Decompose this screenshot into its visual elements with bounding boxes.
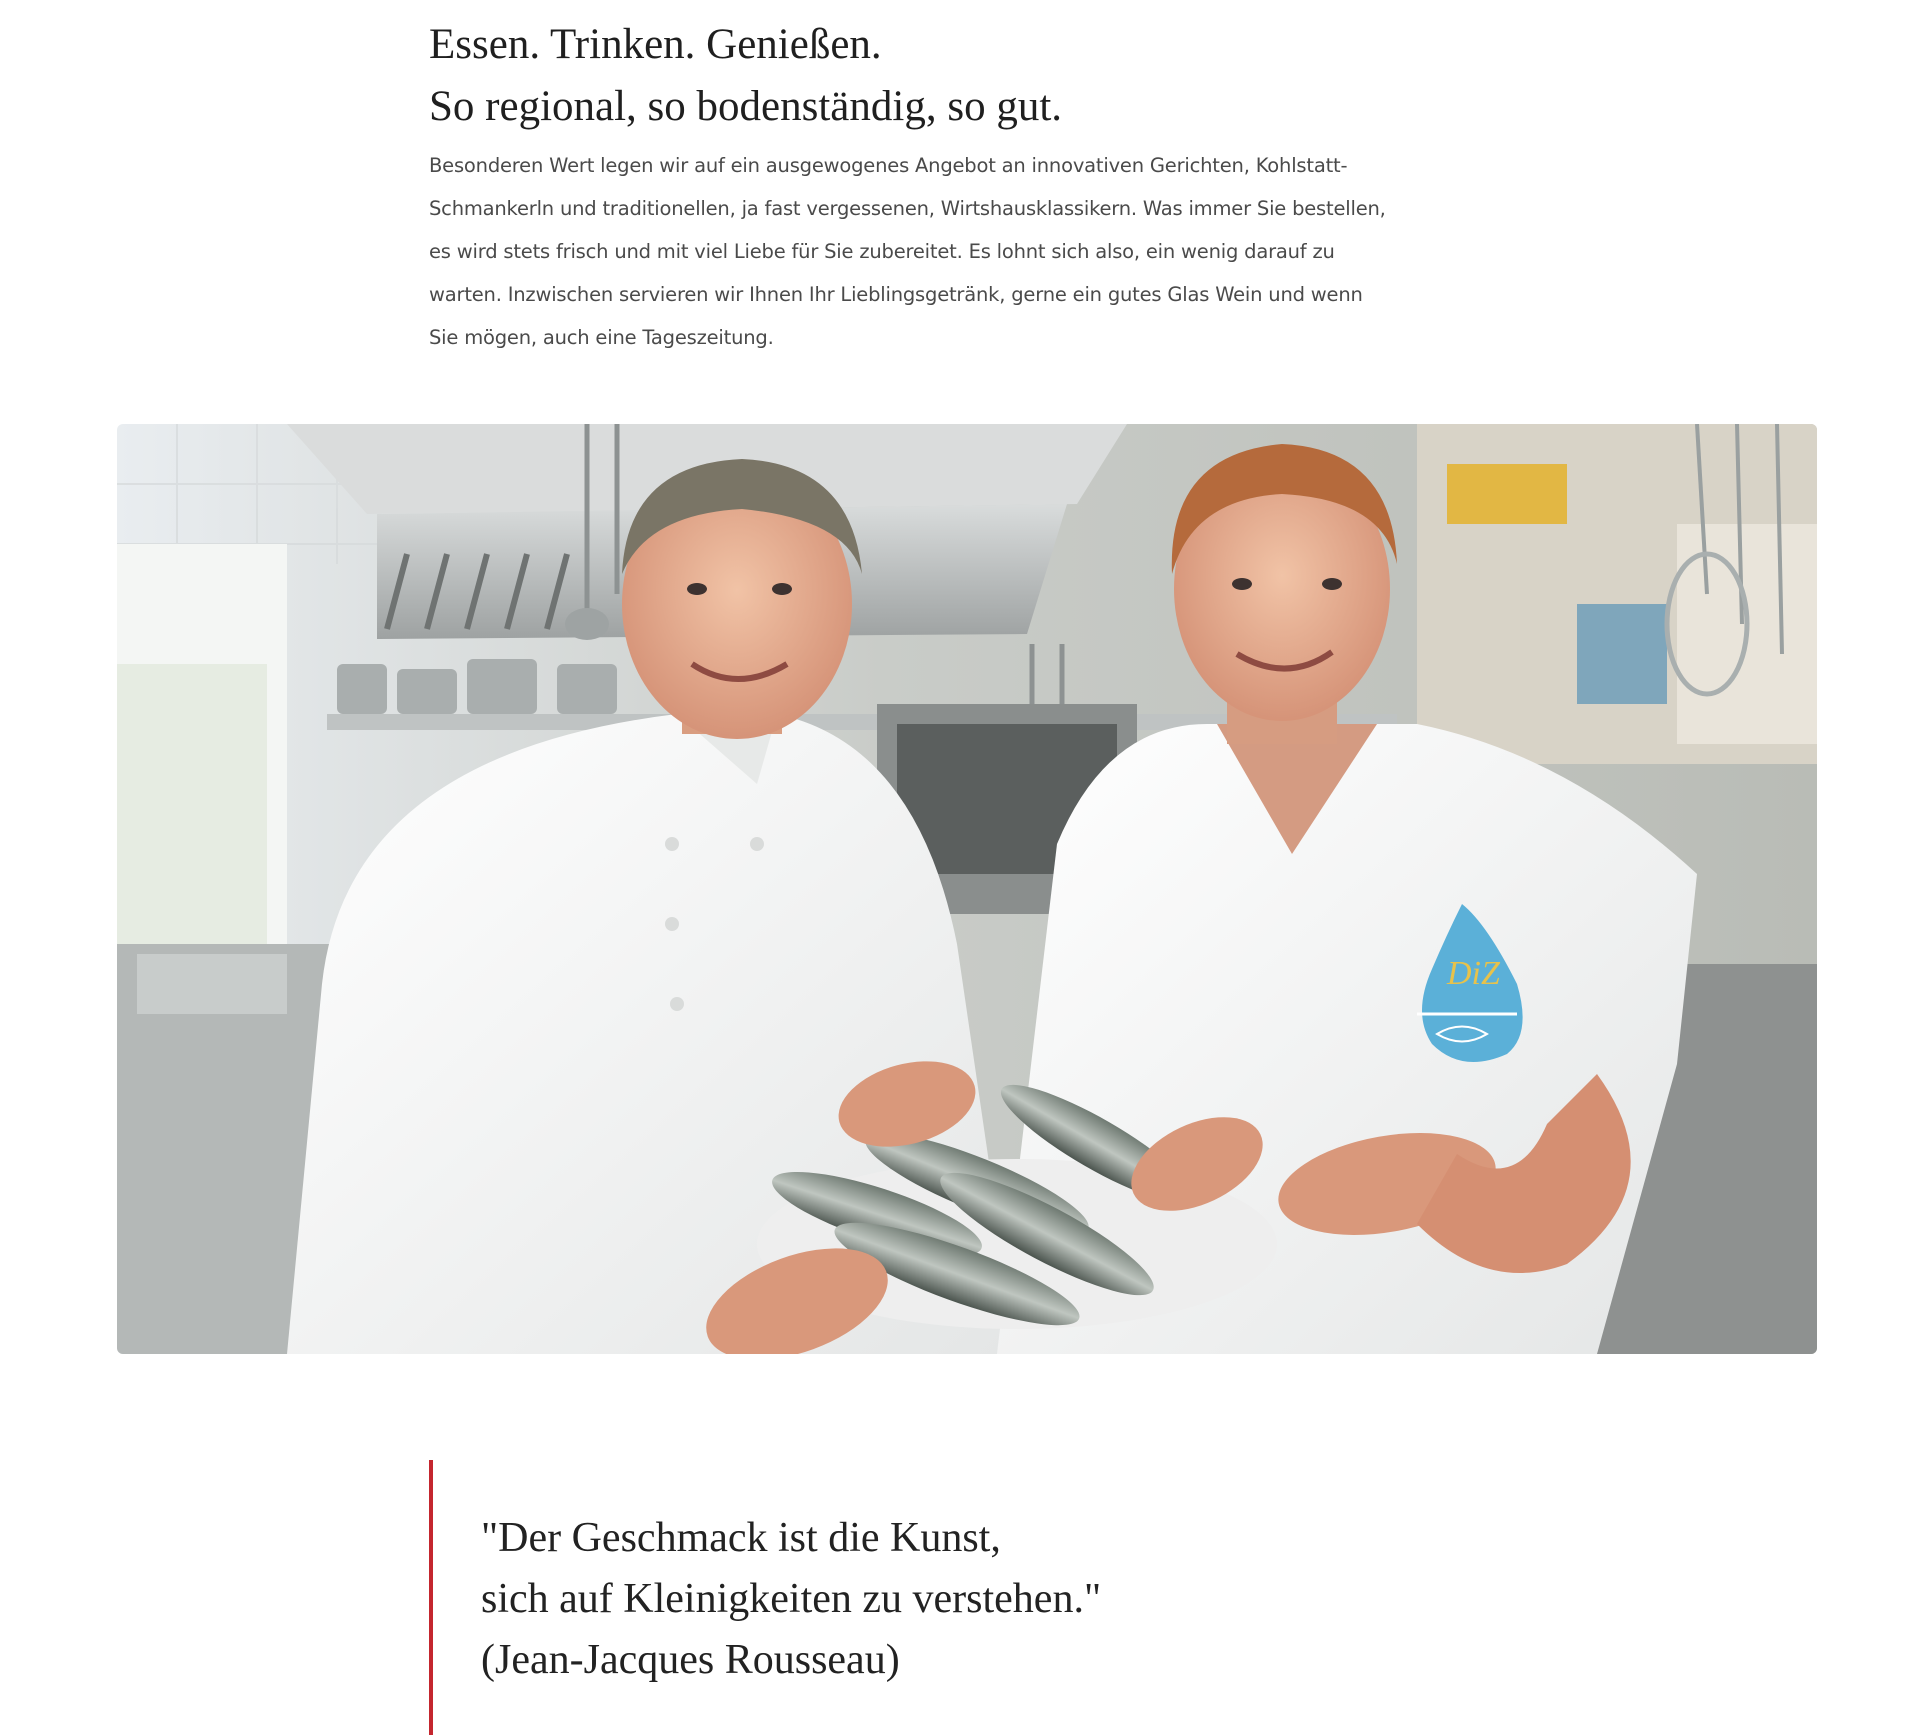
quote-author: (Jean-Jacques Rousseau) <box>481 1637 900 1683</box>
intro-text-line-5: Sie mögen, auch eine Tageszeitung. <box>429 326 774 349</box>
shirt-logo-text: DiZ <box>1447 955 1500 992</box>
quote-line-1: "Der Geschmack ist die Kunst, <box>481 1515 1001 1561</box>
intro-section <box>429 14 1509 359</box>
heading-line-1: Essen. Trinken. Genießen. <box>429 21 882 68</box>
chefs-kitchen-photo <box>117 424 1817 1354</box>
photo-illustration <box>117 424 1817 1354</box>
intro-text-line-1: Besonderen Wert legen wir auf ein ausgewogenes Angebot an innovativen Gerichten, Kohlstatt- <box>429 154 1348 177</box>
intro-text-line-3: es wird stets frisch und mit viel Liebe für Sie zubereitet. Es lohnt sich also, ein wenig darauf zu <box>429 240 1335 263</box>
intro-paragraph <box>429 144 1509 359</box>
intro-text-line-2: Schmankerln und traditionellen, ja fast vergessenen, Wirtshausklassikern. Was immer Sie bestellen, <box>429 197 1386 220</box>
quote-text <box>481 1508 1101 1691</box>
intro-text-line-4: warten. Inzwischen servieren wir Ihnen Ihr Lieblingsgetränk, gerne ein gutes Glas Wein und wenn <box>429 283 1363 306</box>
page-heading <box>429 14 1509 138</box>
quote-line-2: sich auf Kleinigkeiten zu verstehen." <box>481 1576 1102 1622</box>
heading-line-2: So regional, so bodenständig, so gut. <box>429 83 1063 130</box>
quote-block <box>429 1460 1333 1735</box>
